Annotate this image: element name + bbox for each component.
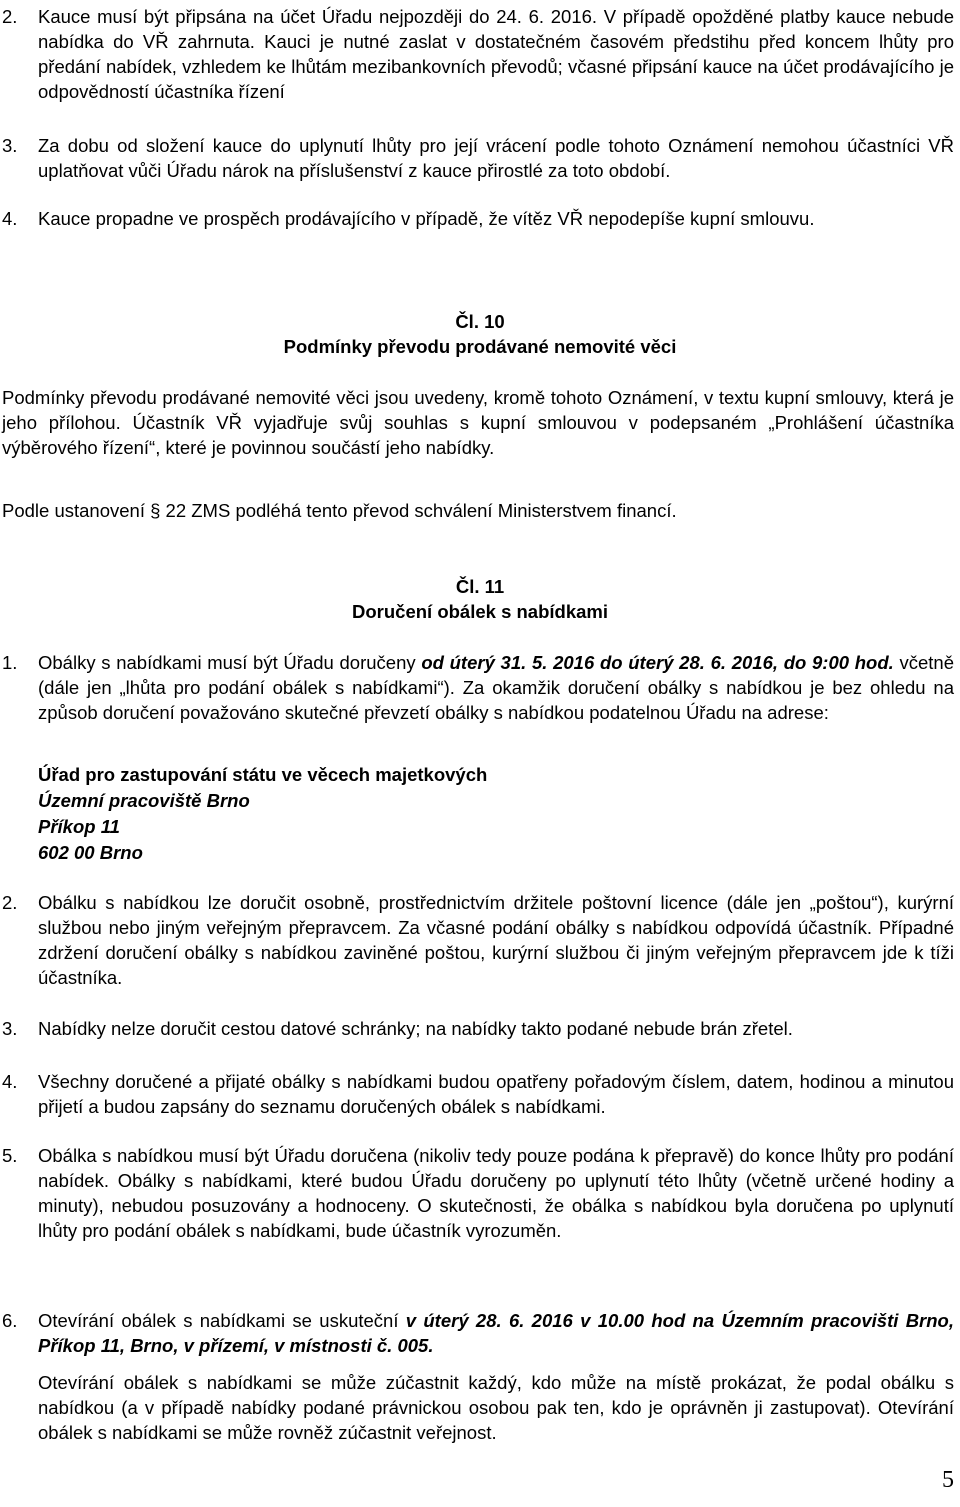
article-11-item-6 xyxy=(2,1308,954,1445)
list-text: Nabídky nelze doručit cestou datové schránky; na nabídky takto podané nebude brán zřetel. xyxy=(38,1018,793,1039)
article-10-paragraph-1: Podmínky převodu prodávané nemovité věci jsou uvedeny, kromě tohoto Oznámení, v textu kupní smlouvy, která je jeho přílohou. Účastník VŘ vyjadřuje svůj souhlas s kupní smlouvou v podepsaném „Prohlášení účastníka výběrového řízení“, které je povinnou součástí jeho nabídky. xyxy=(2,387,954,458)
article-11-item-5 xyxy=(2,1143,954,1243)
list-text: Obálku s nabídkou lze doručit osobně, prostřednictvím držitele poštovní licence (dále jen „poštou“), kurýrní službou nebo jiným veřejným přepravcem. Za včasné podání obálky s nabídkou odpovídá účastník. Případné zdržení doručení obálky s nabídkou zaviněné poštou, kurýrní službou či jiným veřejným přepravcem jde k tíži účastníka. xyxy=(38,892,954,988)
list-number: 3. xyxy=(2,135,18,156)
list-item-2 xyxy=(2,4,954,104)
list-number: 1. xyxy=(2,652,18,673)
address-line-3: Příkop 11 xyxy=(38,816,120,837)
address-line-2: Územní pracoviště Brno xyxy=(38,790,250,811)
article-11-item-3 xyxy=(2,1016,954,1041)
address-line-1: Úřad pro zastupování státu ve věcech majetkových xyxy=(38,764,488,785)
list-text: Kauce propadne ve prospěch prodávajícího v případě, že vítěz VŘ nepodepíše kupní smlouvu. xyxy=(38,208,815,229)
list-number: 4. xyxy=(2,208,18,229)
list-text-part: včetně (dále jen „lhůta pro podání obálek s nabídkami“). Za okamžik doručení obálky s nabídkou je bez ohledu na způsob doručení považováno skutečné převzetí obálky s nabídkou podatelnou Úřadu na adrese: xyxy=(38,652,955,723)
article-11-item-1 xyxy=(2,650,954,725)
list-number: 2. xyxy=(2,6,18,27)
list-number: 6. xyxy=(2,1310,18,1331)
article-11-item-4 xyxy=(2,1069,954,1119)
list-text xyxy=(38,1308,954,1358)
list-text-part: Otevírání obálek s nabídkami se uskuteční xyxy=(38,1310,406,1331)
page-number: 5 xyxy=(942,1467,954,1493)
article-10-label: Čl. 10 xyxy=(455,311,505,332)
list-number: 3. xyxy=(2,1018,18,1039)
list-number: 2. xyxy=(2,892,18,913)
article-11-item-2 xyxy=(2,890,954,990)
article-10-paragraph-2: Podle ustanovení § 22 ZMS podléhá tento převod schválení Ministerstvem financí. xyxy=(2,500,677,521)
opening-details-text: v úterý 28. 6. 2016 v 10.00 hod na Územním pracovišti Brno, Příkop 11, Brno, v přízemí, v místnosti č. 005. xyxy=(38,1310,954,1356)
list-text xyxy=(38,650,954,725)
list-number: 4. xyxy=(2,1071,18,1092)
list-item-3 xyxy=(2,133,954,183)
list-item-4 xyxy=(2,206,954,231)
article-11-label: Čl. 11 xyxy=(455,576,505,597)
list-number: 5. xyxy=(2,1145,18,1166)
article-11-title: Doručení obálek s nabídkami xyxy=(352,601,608,622)
list-text: Za dobu od složení kauce do uplynutí lhůty pro její vrácení podle tohoto Oznámení nemohou účastníci VŘ uplatňovat vůči Úřadu nárok na příslušenství z kauce přirostlé za toto období. xyxy=(38,135,954,181)
list-text: Obálka s nabídkou musí být Úřadu doručena (nikoliv tedy pouze podána k přepravě) do konce lhůty pro podání nabídek. Obálky s nabídkami, které budou Úřadu doručeny po uplynutí této lhůty (včetně určené hodiny a minuty), nebudou posuzovány a hodnoceny. O skutečnosti, že obálka s nabídkou byla doručena po uplynutí lhůty pro podání obálek s nabídkami, bude účastník vyrozuměn. xyxy=(38,1145,954,1241)
article-10-title: Podmínky převodu prodávané nemovité věci xyxy=(283,336,677,357)
list-text: Všechny doručené a přijaté obálky s nabídkami budou opatřeny pořadovým číslem, datem, hodinou a minutou přijetí a budou zapsány do seznamu doručených obálek s nabídkami. xyxy=(38,1071,954,1117)
list-text: Kauce musí být připsána na účet Úřadu nejpozději do 24. 6. 2016. V případě opožděné platby kauce nebude nabídka do VŘ zahrnuta. Kauci je nutné zaslat v dostatečném časovém předstihu před koncem lhůty pro předání nabídek, vzhledem ke lhůtám mezibankovních převodů; včasné připsání kauce na účet prodávajícího je odpovědností účastníka řízení xyxy=(38,6,954,102)
list-text-paragraph-2: Otevírání obálek s nabídkami se může zúčastnit každý, kdo může na místě prokázat, že podal obálku s nabídkou (a v případě nabídky podané právnickou osobou pak ten, kdo je oprávněn ji zastupovat). Otevírání obálek s nabídkami se může rovněž zúčastnit veřejnost. xyxy=(38,1372,954,1443)
address-line-4: 602 00 Brno xyxy=(38,842,143,863)
deadline-text: od úterý 31. 5. 2016 do úterý 28. 6. 2016, do 9:00 hod. xyxy=(421,652,894,673)
list-text-part: Obálky s nabídkami musí být Úřadu doručeny xyxy=(38,652,422,673)
office-address xyxy=(38,762,487,866)
